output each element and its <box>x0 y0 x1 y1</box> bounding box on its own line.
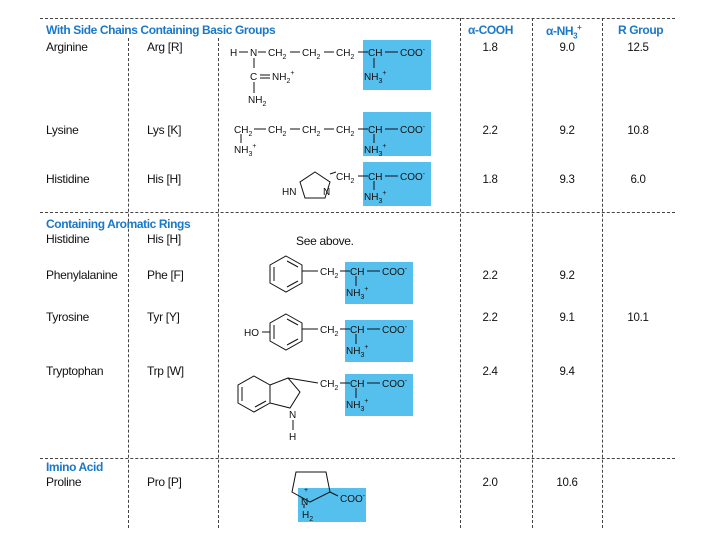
atom-label: $NH_2$ <box>248 95 267 108</box>
amino-acid-name: Proline <box>46 475 82 489</box>
atom-label: $NH_3^+$ <box>364 70 387 85</box>
amino-acid-abbr: Lys [K] <box>147 123 182 137</box>
atom-label: H <box>289 432 297 443</box>
atom-label: $NH_2^+$ <box>272 70 295 85</box>
amino-acid-abbr: Trp [W] <box>147 364 184 378</box>
pka-nh3: 10.6 <box>556 477 578 489</box>
atom-label: N <box>250 48 258 59</box>
amino-acid-abbr: Tyr [Y] <box>147 310 180 324</box>
atom-label: CH <box>350 267 365 278</box>
amino-acid-name: Phenylalanine <box>46 268 118 282</box>
amino-acid-abbr: Phe [F] <box>147 268 184 282</box>
atom-label: $CH_2$ <box>320 379 339 392</box>
atom-label: $CH_2$ <box>268 48 287 61</box>
atom-label: HN <box>282 187 297 198</box>
atom-label: HO <box>244 328 259 339</box>
pka-nh3: 9.1 <box>559 312 575 324</box>
atom-label: $NH_3^+$ <box>346 398 369 413</box>
atom-label: C <box>250 72 258 83</box>
pka-cooh: 2.2 <box>482 312 498 324</box>
atom-label: $CH_2$ <box>336 125 355 138</box>
atom-label: $CH_2$ <box>268 125 287 138</box>
pka-cooh: 1.8 <box>482 174 498 186</box>
amino-acid-name: Histidine <box>46 232 90 246</box>
amino-acid-name: Arginine <box>46 40 88 54</box>
atom-label: CH <box>368 125 383 136</box>
pka-cooh: 2.4 <box>482 366 498 378</box>
highlight-boxes <box>298 40 431 522</box>
amino-acid-name: Histidine <box>46 172 90 186</box>
atom-label: $CH_2$ <box>234 125 253 138</box>
atom-label: $CH_2$ <box>320 267 339 280</box>
amino-acid-abbr: Pro [P] <box>147 475 182 489</box>
column-header-nh3: $\alpha-NH_3^+$ <box>546 23 582 41</box>
pka-nh3: 9.0 <box>559 42 575 54</box>
amino-acid-abbr: His [H] <box>147 172 181 186</box>
atom-label: N <box>301 497 309 508</box>
atom-label: $NH_3^+$ <box>364 143 387 158</box>
atom-label: $CH_2$ <box>336 48 355 61</box>
pka-nh3: 9.2 <box>559 125 575 137</box>
atom-label: COO- <box>382 324 408 336</box>
column-header-cooh: α-COOH <box>468 23 513 37</box>
atom-label: COO- <box>382 378 408 390</box>
atom-label: N <box>289 410 297 421</box>
atom-label: + <box>304 487 309 494</box>
atom-label: $CH_2$ <box>302 48 321 61</box>
section-heading-aromatic: Containing Aromatic Rings <box>46 217 191 231</box>
section-heading-basic: With Side Chains Containing Basic Groups <box>46 23 276 37</box>
atom-label: CH <box>350 325 365 336</box>
atom-label: COO- <box>400 124 426 136</box>
pka-rgroup: 12.5 <box>627 42 649 54</box>
pka-nh3: 9.3 <box>559 174 575 186</box>
pka-rgroup: 10.8 <box>627 125 649 137</box>
atom-label: COO- <box>340 493 366 505</box>
atom-label: COO- <box>382 266 408 278</box>
atom-label: $NH_3^+$ <box>364 190 387 205</box>
atom-label: H <box>230 48 238 59</box>
amino-acid-name: Lysine <box>46 123 79 137</box>
atom-label: COO- <box>400 47 426 59</box>
atom-label: COO- <box>400 171 426 183</box>
amino-acid-name: Tryptophan <box>46 364 104 378</box>
atom-label: $CH_2$ <box>336 172 355 185</box>
pka-rgroup: 6.0 <box>630 174 646 186</box>
section-heading-imino: Imino Acid <box>46 460 103 474</box>
atom-label: N <box>323 187 331 198</box>
atom-label: $NH_3^+$ <box>346 344 369 359</box>
pka-cooh: 1.8 <box>482 42 498 54</box>
pka-nh3: 9.2 <box>559 270 575 282</box>
atom-label: CH <box>350 379 365 390</box>
atom-label: $H_2$ <box>302 510 314 523</box>
pka-rgroup: 10.1 <box>627 312 649 324</box>
pka-cooh: 2.0 <box>482 477 498 489</box>
atom-label: $NH_3^+$ <box>234 143 257 158</box>
atom-label: CH <box>368 48 383 59</box>
pka-cooh: 2.2 <box>482 270 498 282</box>
amino-acid-name: Tyrosine <box>46 310 89 324</box>
see-above-note: See above. <box>296 234 354 248</box>
amino-acid-abbr: Arg [R] <box>147 40 183 54</box>
pka-nh3: 9.4 <box>559 366 575 378</box>
amino-acid-abbr: His [H] <box>147 232 181 246</box>
atom-label: $NH_3^+$ <box>346 286 369 301</box>
atom-label: $CH_2$ <box>320 325 339 338</box>
atom-label: $CH_2$ <box>302 125 321 138</box>
atom-label: CH <box>368 172 383 183</box>
pka-cooh: 2.2 <box>482 125 498 137</box>
column-header-rgroup: R Group <box>618 23 664 37</box>
